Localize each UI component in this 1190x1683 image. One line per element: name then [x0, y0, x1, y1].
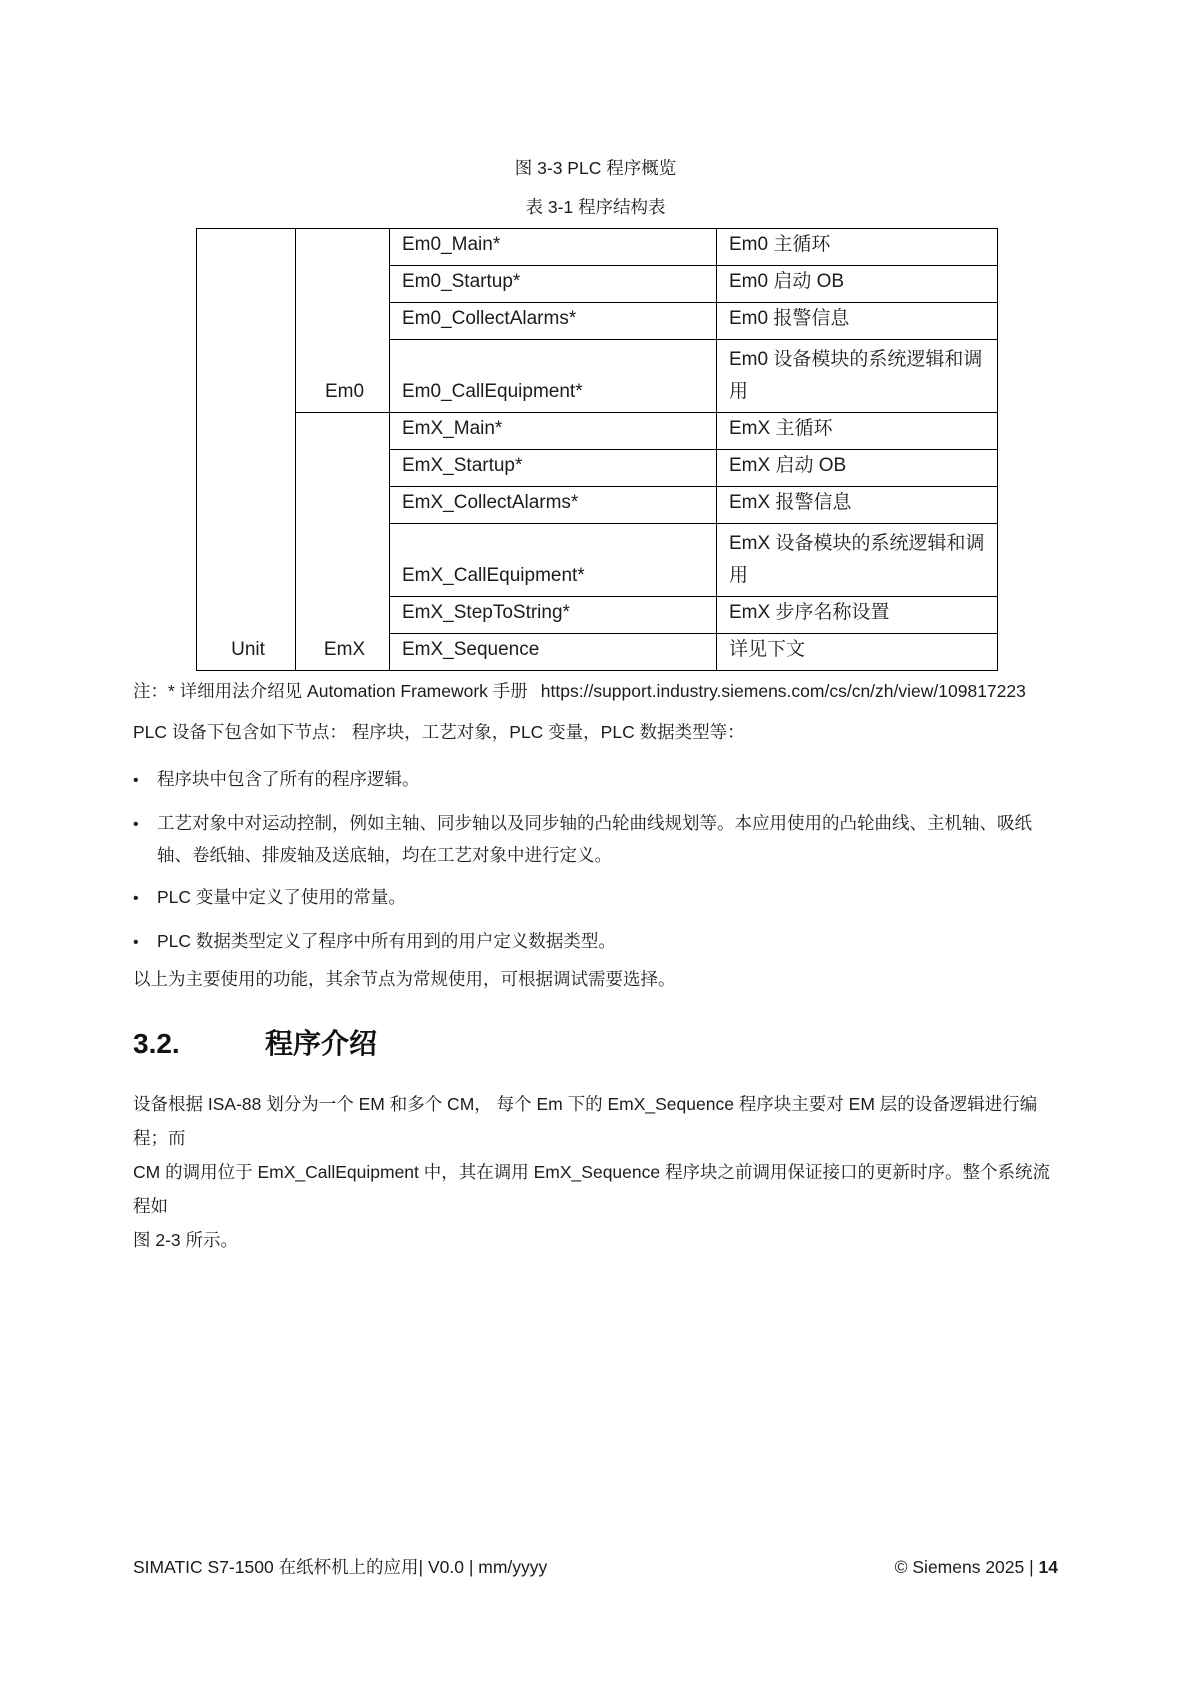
block-name-cell: Em0_CallEquipment* [390, 340, 717, 413]
footer-document-title: SIMATIC S7-1500 在纸杯机上的应用| V0.0 | mm/yyyy [133, 1557, 548, 1577]
footer-copyright [895, 1556, 1058, 1578]
bullet-text: PLC 变量中定义了使用的常量。 [157, 887, 406, 907]
em-group-cell: Em0 [296, 229, 390, 413]
em-group-cell: EmX [296, 413, 390, 671]
page-number: 14 [1038, 1557, 1058, 1577]
intro-paragraph: PLC 设备下包含如下节点： 程序块，工艺对象，PLC 变量，PLC 数据类型等： [133, 722, 745, 742]
table-row [197, 413, 998, 450]
bullet-text: PLC 数据类型定义了程序中所有用到的用户定义数据类型。 [157, 931, 616, 951]
bullet-text: 程序块中包含了所有的程序逻辑。 [157, 769, 420, 789]
block-description-cell: EmX 步序名称设置 [717, 597, 998, 634]
block-name-cell: EmX_StepToString* [390, 597, 717, 634]
bullet-icon [133, 807, 157, 871]
bullet-item [133, 807, 1058, 871]
table-row [197, 229, 998, 266]
bullet-item [133, 881, 1058, 915]
page-footer [133, 1556, 1058, 1578]
block-description-cell: 详见下文 [717, 634, 998, 671]
block-description-cell: EmX 报警信息 [717, 487, 998, 524]
block-description-cell: Em0 设备模块的系统逻辑和调 用 [717, 340, 998, 413]
unit-cell: Unit [197, 229, 296, 671]
closing-paragraph: 以上为主要使用的功能，其余节点为常规使用，可根据调试需要选择。 [133, 969, 676, 989]
support-link[interactable]: https://support.industry.siemens.com/cs/cn/zh/view/109817223 [540, 681, 1026, 701]
table-caption: 表 3-1 程序结构表 [525, 197, 666, 217]
block-name-cell: Em0_Startup* [390, 266, 717, 303]
footnote [133, 681, 1058, 701]
block-description-cell: EmX 设备模块的系统逻辑和调 用 [717, 524, 998, 597]
bullet-text: 工艺对象中对运动控制，例如主轴、同步轴以及同步轴的凸轮曲线规划等。本应用使用的凸轮曲线、主机轴、吸纸 轴、卷纸轴、排废轴及送底轴，均在工艺对象中进行定义。 [157, 813, 1032, 865]
section-heading [133, 1027, 1058, 1061]
bullet-list [133, 763, 1058, 959]
page-content [133, 158, 1058, 1257]
bullet-item [133, 763, 1058, 797]
block-name-cell: EmX_Startup* [390, 450, 717, 487]
bullet-icon [133, 925, 157, 959]
block-name-cell: EmX_CallEquipment* [390, 524, 717, 597]
block-description-cell: EmX 主循环 [717, 413, 998, 450]
figure-caption: 图 3-3 PLC 程序概览 [514, 158, 677, 178]
block-name-cell: EmX_Main* [390, 413, 717, 450]
section-paragraph: 设备根据 ISA-88 划分为一个 EM 和多个 CM， 每个 Em 下的 EmX_Sequence 程序块主要对 EM 层的设备逻辑进行编程；而 CM 的调用位于 EmX_CallEquipment 中，其在调用 EmX_Sequence 程序块之前调用保证接口的更新时序。整个系统流程如 图 2-3 所示。 [133, 1094, 1050, 1250]
block-description-cell: EmX 启动 OB [717, 450, 998, 487]
block-name-cell: EmX_Sequence [390, 634, 717, 671]
copyright-text: © Siemens 2025 | [894, 1557, 1039, 1577]
section-number: 3.2. [133, 1028, 180, 1059]
block-description-cell: Em0 报警信息 [717, 303, 998, 340]
footnote-text: 注：* 详细用法介绍见 Automation Framework 手册 [133, 681, 528, 701]
bullet-icon [133, 881, 157, 915]
program-structure-table [196, 228, 998, 671]
bullet-icon [133, 763, 157, 797]
block-description-cell: Em0 主循环 [717, 229, 998, 266]
block-name-cell: Em0_Main* [390, 229, 717, 266]
block-name-cell: EmX_CollectAlarms* [390, 487, 717, 524]
block-name-cell: Em0_CollectAlarms* [390, 303, 717, 340]
bullet-item [133, 925, 1058, 959]
block-description-cell: Em0 启动 OB [717, 266, 998, 303]
section-title: 程序介绍 [265, 1028, 378, 1059]
